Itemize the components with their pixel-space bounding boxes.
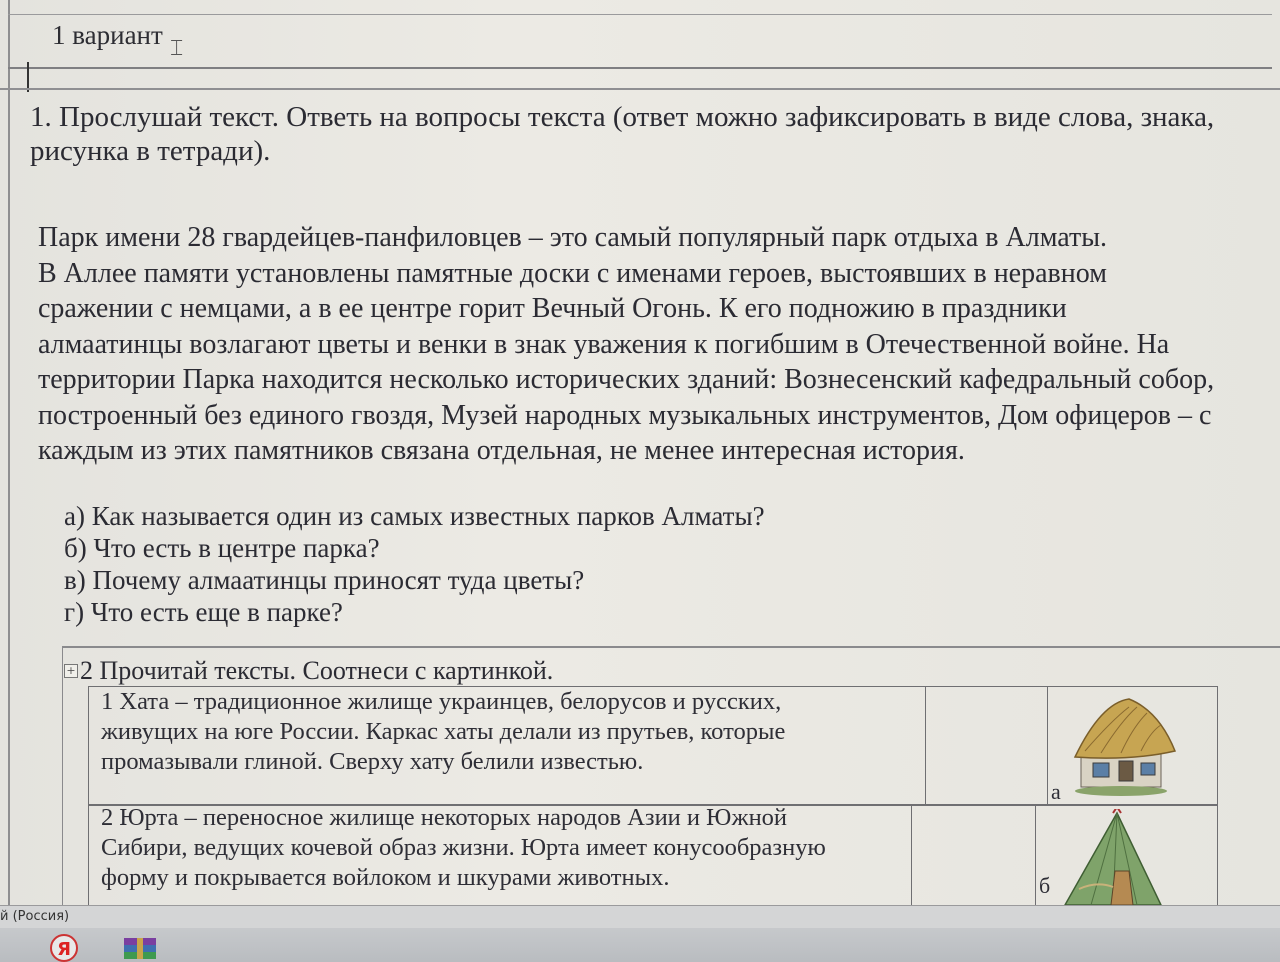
row-text-line: форму и покрывается войлоком и шкурами животных.	[101, 864, 670, 891]
row-text-line: промазывали глиной. Сверху хату белили известью.	[101, 748, 644, 775]
table-row	[88, 804, 1218, 905]
text-cursor-icon: ⌶	[170, 36, 184, 61]
question-list	[64, 500, 765, 628]
question-item: г) Что есть еще в парке?	[64, 597, 343, 627]
task1-instruction	[30, 100, 1270, 168]
table-row	[88, 686, 1218, 806]
paragraph-line: алмаатинцы возлагают цветы и венки в знак уважения к погибшим в Отечественной войне. На	[38, 328, 1170, 360]
paragraph-line: построенный без единого гвоздя, Музей народных музыкальных инструментов, Дом офицеров – с	[38, 399, 1212, 431]
column-divider	[1047, 687, 1048, 805]
column-divider	[925, 687, 926, 805]
yandex-browser-icon[interactable]	[44, 932, 84, 962]
paragraph-line: каждым из этих памятников связана отдельная, не менее интересная история.	[38, 435, 965, 466]
language-indicator[interactable]: й (Россия)	[0, 906, 1280, 928]
instruction-line: 1. Прослушай текст. Ответь на вопросы текста (ответ можно зафиксировать в виде слова, знака,	[30, 101, 1215, 133]
row-text-line: 1 Хата – традиционное жилище украинцев, белорусов и русских,	[101, 688, 782, 715]
task2-title: 2 Прочитай тексты. Соотнеси с картинкой.	[80, 656, 554, 685]
paragraph-line: сражении с немцами, а в ее центре горит Вечный Огонь. К его подножию в праздники	[38, 293, 1067, 324]
hut-picture-icon	[1071, 691, 1181, 801]
variant-title: 1 вариант	[52, 20, 163, 50]
taskbar	[0, 905, 1280, 962]
column-divider	[1035, 805, 1036, 905]
question-item: в) Почему алмаатинцы приносят туда цветы?	[64, 565, 585, 595]
row-text	[101, 687, 785, 777]
row-text-line: живущих на юге России. Каркас хаты делали из прутьев, которые	[101, 718, 786, 745]
reading-paragraph	[38, 220, 1278, 469]
yurt-picture-icon	[1057, 809, 1167, 909]
divider	[0, 88, 1280, 90]
paragraph-line: территории Парка находится несколько исторических зданий: Вознесенский кафедральный собор,	[38, 364, 1215, 395]
row-text-line: 2 Юрта – переносное жилище некоторых народов Азии и Южной	[101, 804, 788, 831]
picture-letter: б	[1039, 873, 1051, 898]
row-text	[101, 803, 826, 893]
picture-letter: а	[1051, 779, 1061, 804]
matching-table	[88, 686, 1218, 905]
instruction-line: рисунка в тетради).	[30, 135, 271, 167]
row-text-line: Сибири, ведущих кочевой образ жизни. Юрта имеет конусообразную	[101, 834, 826, 861]
header-row	[8, 14, 1272, 69]
paragraph-line: Парк имени 28 гвардейцев-панфиловцев – это самый популярный парк отдыха в Алматы.	[38, 222, 1108, 253]
question-item: а) Как называется один из самых известных парков Алматы?	[64, 501, 765, 531]
divider	[62, 646, 1280, 648]
paragraph-line: В Аллее памяти установлены памятные доски с именами героев, выстоявших в неравном	[38, 257, 1107, 289]
winrar-icon[interactable]	[120, 932, 160, 962]
question-item: б) Что есть в центре парка?	[64, 533, 380, 563]
table-move-handle-icon[interactable]: +	[64, 664, 78, 678]
table-border	[62, 646, 63, 905]
svg-text:Я: Я	[57, 939, 71, 960]
column-divider	[911, 805, 912, 905]
